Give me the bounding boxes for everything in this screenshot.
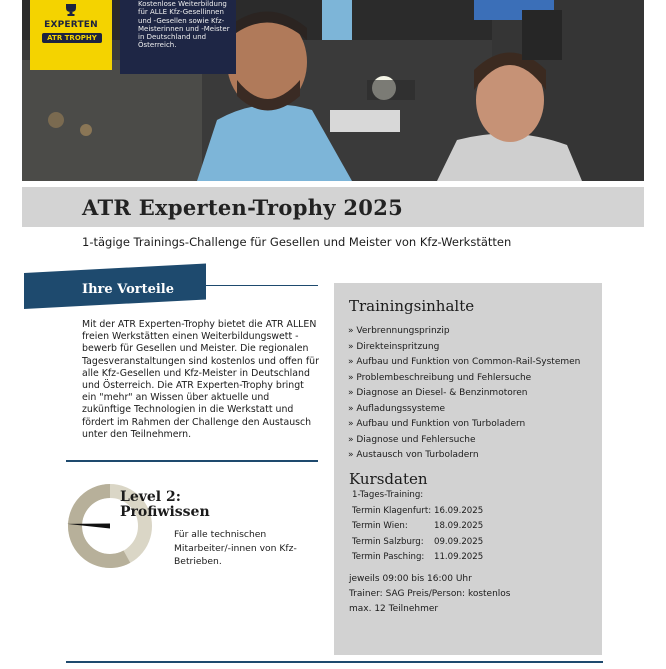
level-description: Für alle technischen Mitarbeiter/-innen von Kfz-Betrieben.: [174, 529, 297, 567]
list-item: » Diagnose und Fehlersuche: [348, 434, 476, 445]
termin-row: [352, 535, 492, 550]
level-title-line1: Level 2:: [120, 489, 181, 505]
section-divider: [66, 460, 318, 462]
experten-trophy-logo: [30, 0, 112, 70]
list-item: » Direkteinspritzung: [348, 341, 440, 352]
bottom-divider: [66, 661, 603, 663]
termin-date: 18.09.2025: [434, 521, 484, 532]
training-list: [348, 324, 580, 464]
list-item: » Aufbau und Funktion von Common-Rail-Systemen: [348, 357, 581, 367]
termin-label: Termin Wien:: [352, 521, 408, 532]
termin-row: [352, 519, 492, 534]
termin-label: Termin Salzburg:: [352, 536, 424, 547]
kurs-time: jeweils 09:00 bis 16:00 Uhr: [349, 574, 472, 584]
logo-line2: ATR TROPHY: [42, 33, 102, 43]
kursdaten-heading: Kursdaten: [349, 470, 428, 488]
logo-line1: EXPERTEN: [44, 20, 98, 30]
termin-date: 11.09.2025: [434, 551, 484, 562]
training-heading: Trainingsinhalte: [349, 297, 475, 315]
list-item: » Diagnose an Diesel- & Benzinmotoren: [348, 388, 528, 398]
page-subtitle: 1-tägige Trainings-Challenge für Gesellen und Meister von Kfz-Werkstätten: [82, 235, 512, 249]
termin-label: Termin Klagenfurt:: [352, 506, 432, 516]
list-item: » Verbrennungsprinzip: [348, 326, 450, 336]
page-title: ATR Experten-Trophy 2025: [82, 195, 404, 220]
badge-description: Kostenlose Weiterbildung für ALLE Kfz-Gesellinnen und -Gesellen sowie Kfz-Meisterinnen und -Meister in Deutschland und Österreich.: [120, 0, 236, 74]
vorteile-heading: Ihre Vorteile: [82, 282, 175, 297]
list-item: » Aufbau und Funktion von Turboladern: [348, 419, 526, 429]
list-item: » Austausch von Turboladern: [348, 450, 479, 460]
kurs-max: max. 12 Teilnehmer: [349, 604, 439, 614]
header-photo: [22, 0, 644, 181]
workshop-photo-illustration: [22, 0, 644, 181]
termin-date: 16.09.2025: [434, 506, 484, 516]
termin-row: [352, 504, 492, 519]
trophy-icon: [63, 3, 79, 17]
termin-row: [352, 550, 492, 565]
vorteile-underline: [205, 285, 318, 286]
list-item: » Problembeschreibung und Fehlersuche: [348, 372, 532, 383]
kursdaten-intro: 1-Tages-Training:: [352, 490, 424, 500]
kurs-trainer: Trainer: SAG Preis/Person: kostenlos: [349, 589, 511, 599]
level-title: [120, 490, 210, 520]
list-item: » Aufladungssysteme: [348, 403, 446, 414]
termin-list: [352, 504, 492, 565]
vorteile-text: Mit der ATR Experten-Trophy bietet die ATR ALLEN freien Werkstätten einen Weiterbildungswett -bewerb für Gesellen und Meister. Die regionalen Tagesveranstaltungen sind kostenlos und offen für alle Kfz-Gesellen und Kfz-Meister in Deutschland und Österreich. Die ATR Experten-Trophy bringt ein "mehr" an Wissen über aktuelle und zukünftige Technologien in die Werkstatt und fördert im Rahmen der Challenge den Austausch unter den Teilnehmern.: [82, 319, 319, 440]
termin-date: 09.09.2025: [434, 536, 484, 547]
level-title-line2: Profiwissen: [120, 504, 210, 520]
kursdaten-details: [349, 572, 511, 617]
termin-label: Termin Pasching:: [352, 551, 425, 562]
